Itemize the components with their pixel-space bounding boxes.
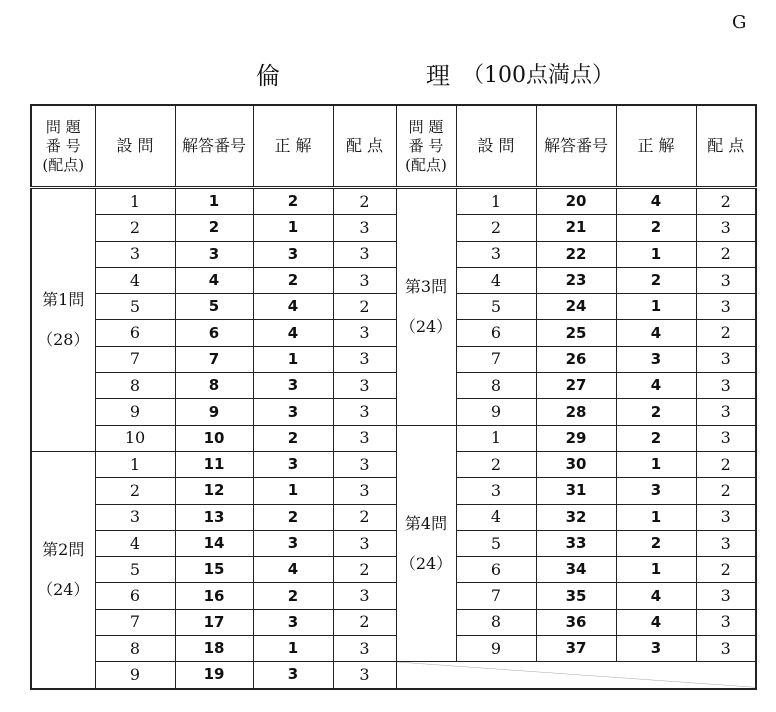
points: 3 [696,609,756,635]
correct-answer: 1 [253,215,333,241]
answer-number: 6 [175,320,253,346]
sub-question: 8 [95,636,175,662]
correct-answer: 1 [616,557,696,583]
table-row [31,241,756,267]
points: 3 [696,636,756,662]
header-question-line: 問 題 [408,117,444,136]
answer-number: 2 [175,215,253,241]
question-label: 第4問 [404,513,448,533]
points: 2 [333,188,396,215]
sub-question: 9 [456,399,536,425]
table-row [31,662,756,689]
points: 3 [696,215,756,241]
sub-question: 5 [456,294,536,320]
sub-question: 5 [95,557,175,583]
points: 2 [333,557,396,583]
table-row [31,346,756,372]
points: 3 [333,636,396,662]
correct-answer: 1 [616,451,696,477]
sub-question: 9 [95,662,175,689]
sub-question: 1 [456,188,536,215]
answer-number: 14 [175,530,253,556]
sub-question: 7 [456,346,536,372]
sub-question: 8 [456,373,536,399]
sub-question: 2 [456,451,536,477]
answer-number: 3 [175,241,253,267]
points: 3 [696,583,756,609]
table-row [31,583,756,609]
answer-number: 18 [175,636,253,662]
answer-number: 28 [536,399,616,425]
answer-number: 15 [175,557,253,583]
answer-number: 9 [175,399,253,425]
correct-answer: 1 [616,504,696,530]
points: 3 [333,583,396,609]
header-question-line: 問 題 [45,117,81,136]
sub-question: 2 [456,215,536,241]
table-row [31,188,756,215]
correct-answer: 2 [616,267,696,293]
points: 2 [333,609,396,635]
correct-answer: 4 [616,373,696,399]
correct-answer: 2 [616,215,696,241]
answer-number: 20 [536,188,616,215]
answer-number: 25 [536,320,616,346]
sub-question: 6 [456,320,536,346]
answer-number: 19 [175,662,253,689]
header-answer-no-left: 解答番号 [175,105,253,188]
points: 3 [333,373,396,399]
answer-number: 8 [175,373,253,399]
table-row [31,451,756,477]
answer-number: 32 [536,504,616,530]
correct-answer: 2 [616,399,696,425]
points: 3 [333,320,396,346]
diagonal-line [397,662,756,687]
points: 2 [696,320,756,346]
empty-diagonal-cell [396,662,756,689]
points: 3 [696,530,756,556]
title-points: （100点満点） [462,63,614,88]
question-label: 第3問 [404,276,448,296]
answer-number: 12 [175,478,253,504]
answer-number: 21 [536,215,616,241]
correct-answer: 4 [616,188,696,215]
correct-answer: 1 [616,241,696,267]
title-subject-a: 倫 [256,62,280,90]
correct-answer: 4 [616,583,696,609]
correct-answer: 1 [616,294,696,320]
sub-question: 3 [95,504,175,530]
header-sub-left: 設 問 [95,105,175,188]
points: 3 [333,662,396,689]
answer-number: 36 [536,609,616,635]
correct-answer: 2 [253,583,333,609]
table-row [31,504,756,530]
question-group-right [396,425,456,662]
correct-answer: 2 [616,425,696,451]
page-title [0,56,776,88]
corner-letter: G [732,12,747,33]
points: 3 [696,399,756,425]
question-score: （24） [399,316,453,336]
points: 2 [696,557,756,583]
question-group-left [31,188,95,452]
header-correct-right: 正 解 [616,105,696,188]
question-group-left [31,451,95,688]
answer-number: 37 [536,636,616,662]
answer-table [30,104,757,690]
answer-number: 30 [536,451,616,477]
correct-answer: 2 [253,188,333,215]
points: 2 [696,241,756,267]
answer-number: 24 [536,294,616,320]
question-score: （24） [399,553,453,573]
sub-question: 5 [95,294,175,320]
correct-answer: 3 [253,662,333,689]
sub-question: 9 [95,399,175,425]
header-row [31,105,756,188]
points: 3 [333,267,396,293]
sub-question: 1 [456,425,536,451]
header-question-line: (配点) [405,155,447,174]
correct-answer: 2 [253,425,333,451]
correct-answer: 3 [253,451,333,477]
points: 2 [333,294,396,320]
sub-question: 4 [95,267,175,293]
answer-number: 31 [536,478,616,504]
sub-question: 6 [456,557,536,583]
sub-question: 2 [95,215,175,241]
table-row [31,557,756,583]
answer-number: 13 [175,504,253,530]
correct-answer: 3 [253,609,333,635]
sub-question: 3 [456,241,536,267]
answer-number: 34 [536,557,616,583]
header-points-right: 配 点 [696,105,756,188]
correct-answer: 4 [616,609,696,635]
sub-question: 8 [95,373,175,399]
points: 3 [696,373,756,399]
correct-answer: 2 [253,504,333,530]
answer-number: 16 [175,583,253,609]
points: 2 [696,188,756,215]
sub-question: 6 [95,320,175,346]
sub-question: 3 [95,241,175,267]
answer-number: 1 [175,188,253,215]
header-sub-right: 設 問 [456,105,536,188]
points: 3 [696,504,756,530]
correct-answer: 2 [253,267,333,293]
question-label: 第1問 [42,289,85,309]
correct-answer: 3 [253,241,333,267]
sub-question: 5 [456,530,536,556]
question-score: （28） [37,329,90,349]
answer-number: 17 [175,609,253,635]
points: 3 [333,215,396,241]
sub-question: 4 [456,267,536,293]
table-row [31,267,756,293]
answer-number: 10 [175,425,253,451]
header-question-line: 番 号 [408,136,444,155]
header-question-right [396,105,456,188]
answer-number: 11 [175,451,253,477]
points: 2 [333,504,396,530]
header-question-left [31,105,95,188]
sub-question: 7 [456,583,536,609]
points: 3 [696,425,756,451]
correct-answer: 2 [616,530,696,556]
header-answer-no-right: 解答番号 [536,105,616,188]
answer-number: 7 [175,346,253,372]
table-row [31,478,756,504]
points: 2 [696,451,756,477]
points: 3 [333,530,396,556]
table-row [31,215,756,241]
header-points-left: 配 点 [333,105,396,188]
correct-answer: 3 [616,346,696,372]
points: 3 [333,241,396,267]
table-row [31,530,756,556]
points: 3 [696,267,756,293]
sub-question: 10 [95,425,175,451]
sub-question: 1 [95,188,175,215]
answer-number: 27 [536,373,616,399]
correct-answer: 4 [253,294,333,320]
correct-answer: 4 [253,557,333,583]
points: 2 [696,478,756,504]
title-subject-b: 理 [426,62,450,90]
correct-answer: 4 [616,320,696,346]
table-row [31,425,756,451]
points: 3 [333,346,396,372]
header-question-line: 番 号 [45,136,81,155]
sub-question: 3 [456,478,536,504]
header-question-line: (配点) [42,155,85,174]
question-group-right [396,188,456,426]
answer-number: 5 [175,294,253,320]
question-label: 第2問 [42,539,85,559]
answer-table-body [31,188,756,689]
table-row [31,609,756,635]
answer-number: 23 [536,267,616,293]
correct-answer: 3 [616,478,696,504]
table-row [31,294,756,320]
correct-answer: 1 [253,478,333,504]
points: 3 [333,425,396,451]
table-row [31,320,756,346]
sub-question: 8 [456,609,536,635]
correct-answer: 4 [253,320,333,346]
correct-answer: 1 [253,636,333,662]
table-row [31,636,756,662]
sub-question: 7 [95,609,175,635]
sub-question: 1 [95,451,175,477]
table-row [31,399,756,425]
sub-question: 6 [95,583,175,609]
correct-answer: 3 [616,636,696,662]
answer-number: 26 [536,346,616,372]
points: 3 [696,294,756,320]
sub-question: 9 [456,636,536,662]
points: 3 [696,346,756,372]
header-correct-left: 正 解 [253,105,333,188]
answer-number: 22 [536,241,616,267]
sub-question: 7 [95,346,175,372]
question-score: （24） [37,579,90,599]
points: 3 [333,399,396,425]
answer-number: 29 [536,425,616,451]
correct-answer: 3 [253,530,333,556]
points: 3 [333,451,396,477]
answer-number: 33 [536,530,616,556]
table-row [31,373,756,399]
correct-answer: 1 [253,346,333,372]
correct-answer: 3 [253,399,333,425]
sub-question: 2 [95,478,175,504]
correct-answer: 3 [253,373,333,399]
answer-number: 4 [175,267,253,293]
sub-question: 4 [95,530,175,556]
points: 3 [333,478,396,504]
answer-number: 35 [536,583,616,609]
sub-question: 4 [456,504,536,530]
